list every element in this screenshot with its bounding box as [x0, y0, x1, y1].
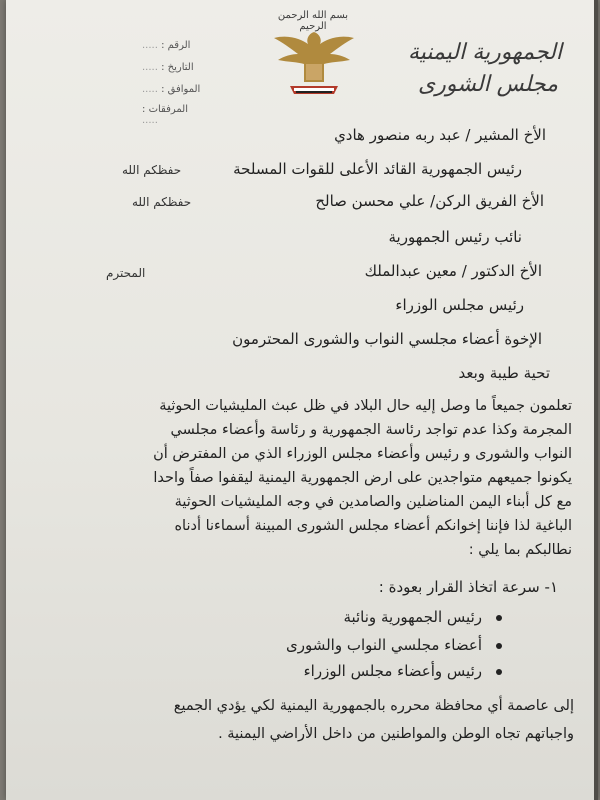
greeting: تحية طيبة وبعد [458, 364, 550, 382]
basmala: بسم الله الرحمن الرحيم [277, 10, 349, 32]
ref-attachments-field: المرفقات : ..... [142, 104, 188, 126]
body-line: مع كل أبناء اليمن المناضلين والصامدين في وجه المليشيات الحوثية [174, 494, 572, 510]
bullet-item: أعضاء مجلسي النواب والشورى [286, 636, 502, 654]
body-line: المجرمة وكذا عدم تواجد رئاسة الجمهورية و رئاسة وأعضاء مجلسي [170, 422, 572, 438]
page-shadow-edge [594, 0, 598, 800]
ref-corresponding-field: الموافق : ..... [142, 84, 201, 95]
body-line: نطالبكم بما يلي : [468, 542, 572, 558]
demand-item-1: ١- سرعة اتخاذ القرار بعودة : [378, 578, 558, 596]
president-title: رئيس الجمهورية القائد الأعلى للقوات المسلحة [233, 160, 522, 178]
prime-minister-title: رئيس مجلس الوزراء [395, 296, 524, 314]
addressee-president: الأخ المشير / عبد ربه منصور هادي [334, 126, 546, 144]
addressee-vice-president: الأخ الفريق الركن/ علي محسن صالح [315, 192, 544, 210]
council-title: مجلس الشورى [418, 72, 558, 97]
addressee-prime-minister: الأخ الدكتور / معين عبدالملك [364, 262, 542, 280]
ref-date-field: التاريخ : ..... [142, 62, 194, 73]
body-line: تعلمون جميعاً ما وصل إليه حال البلاد في ظل عبث المليشيات الحوثية [159, 398, 572, 414]
vice-president-title: نائب رئيس الجمهورية [388, 228, 522, 246]
bullet-item: رئيس وأعضاء مجلس الوزراء [304, 662, 502, 680]
honorific-prime-minister: المحترم [106, 266, 146, 280]
honorific-president: حفظكم الله [122, 163, 182, 177]
addressee-parliament: الإخوة أعضاء مجلسي النواب والشورى المحترمون [232, 330, 542, 348]
body-line: الباغية لذا فإننا إخوانكم أعضاء مجلس الشورى المبينة أسماءنا أدناه [174, 518, 572, 534]
closing-line: إلى عاصمة أي محافظة محرره بالجمهورية اليمنية لكي يؤدي الجميع [173, 698, 574, 714]
body-line: يكونوا جميعهم متواجدين على ارض الجمهورية اليمنية ليقفوا صفاً واحدا [153, 470, 572, 486]
yemen-emblem-icon [268, 24, 360, 102]
closing-line: واجباتهم تجاه الوطن والمواطنين من داخل الأراضي اليمنية . [218, 726, 574, 742]
letter-page [6, 0, 598, 800]
republic-title: الجمهورية اليمنية [407, 40, 562, 65]
ref-number-field: الرقم : ..... [142, 40, 191, 51]
honorific-vice-president: حفظكم الله [132, 195, 192, 209]
bullet-item: رئيس الجمهورية ونائبة [343, 608, 502, 626]
body-line: النواب والشورى و رئيس وأعضاء مجلس الوزراء الذي من المفترض أن [153, 446, 572, 462]
